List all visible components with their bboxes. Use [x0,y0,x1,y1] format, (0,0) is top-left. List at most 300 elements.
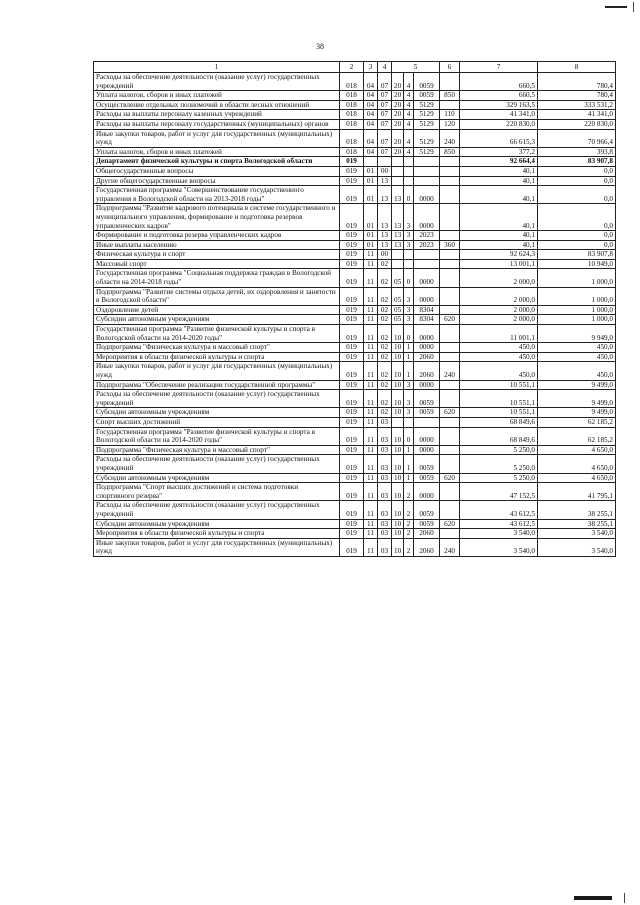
amount-year-2: 333 531,2 [538,100,616,110]
amount-year-1: 40,1 [460,166,538,176]
ministry-code: 019 [340,473,364,483]
amount-year-1: 3 540,0 [460,538,538,556]
program-code: 10 [392,473,404,483]
direction-code: 0059 [414,473,440,483]
row-name: Государственная программа "Развитие физической культуры и спорта в Вологодской области на 2014-2020 годы" [94,325,340,343]
program-code: 13 [392,240,404,250]
section-code: 11 [364,343,378,353]
subprogram-code: 3 [404,240,414,250]
amount-year-2: 9 499,0 [538,408,616,418]
ministry-code: 019 [340,240,364,250]
subprogram-code [404,250,414,260]
row-name: Осуществление отдельных полномочий в области лесных отношений [94,100,340,110]
direction-code [414,166,440,176]
program-code [392,250,404,260]
subprogram-code: 1 [404,343,414,353]
amount-year-2: 0,0 [538,240,616,250]
subprogram-code: 4 [404,129,414,147]
expense-type-code [440,166,460,176]
subsection-code: 00 [378,250,392,260]
program-code: 05 [392,287,404,305]
direction-code: 0000 [414,325,440,343]
header-cell: 7 [460,62,538,73]
ministry-code: 019 [340,287,364,305]
subsection-code: 03 [378,519,392,529]
section-code: 11 [364,325,378,343]
ministry-code: 019 [340,529,364,539]
subprogram-code: 4 [404,100,414,110]
row-name: Подпрограмма "Обеспечение реализации государственной программы" [94,380,340,390]
amount-year-2: 9 499,0 [538,390,616,408]
amount-year-2: 450,0 [538,343,616,353]
ministry-code: 019 [340,501,364,519]
amount-year-2: 220 830,0 [538,119,616,129]
subprogram-code: 4 [404,73,414,91]
row-name: Подпрограмма "Развитие системы отдыха детей, их оздоровления и занятости в Вологодской области" [94,287,340,305]
section-code: 11 [364,417,378,427]
program-code: 10 [392,455,404,473]
table-row [94,519,616,529]
table-row [94,501,616,519]
ministry-code: 019 [340,445,364,455]
header-cell: 2 [340,62,364,73]
subprogram-code: 0 [404,325,414,343]
section-code: 11 [364,259,378,269]
ministry-code: 019 [340,417,364,427]
section-code: 11 [364,362,378,380]
row-name: Государственная программа "Развитие физической культуры и спорта в Вологодской области на 2014-2020 годы" [94,427,340,445]
subsection-code: 07 [378,147,392,157]
subprogram-code: 1 [404,362,414,380]
program-code: 10 [392,352,404,362]
expense-type-code [440,352,460,362]
table-row [94,100,616,110]
subprogram-code: 2 [404,519,414,529]
amount-year-1: 41 341,0 [460,110,538,120]
amount-year-2: 62 185,2 [538,417,616,427]
section-code: 01 [364,231,378,241]
amount-year-2: 9 949,0 [538,325,616,343]
program-code: 10 [392,529,404,539]
subprogram-code: 4 [404,147,414,157]
amount-year-1: 43 612,5 [460,519,538,529]
program-code [392,157,404,167]
direction-code: 0000 [414,287,440,305]
section-code: 11 [364,250,378,260]
ministry-code: 019 [340,176,364,186]
section-code: 01 [364,176,378,186]
row-name: Департамент физической культуры и спорта Вологодской области [94,157,340,167]
table-row [94,240,616,250]
table-row [94,455,616,473]
direction-code [414,417,440,427]
program-code: 10 [392,325,404,343]
ministry-code: 018 [340,129,364,147]
ministry-code: 018 [340,147,364,157]
amount-year-2: 1 000,0 [538,269,616,287]
subsection-code: 02 [378,352,392,362]
section-code: 01 [364,186,378,204]
row-name: Субсидии автономным учреждениям [94,408,340,418]
row-name: Подпрограмма "Физическая культура и массовый спорт" [94,445,340,455]
row-name: Физическая культура и спорт [94,250,340,260]
amount-year-1: 2 000,0 [460,315,538,325]
row-name: Расходы на обеспечение деятельности (оказание услуг) государственных учреждений [94,455,340,473]
amount-year-1: 40,1 [460,231,538,241]
program-code: 05 [392,269,404,287]
ministry-code: 019 [340,250,364,260]
amount-year-1: 2 000,0 [460,269,538,287]
amount-year-1: 660,5 [460,73,538,91]
amount-year-1: 450,0 [460,343,538,353]
direction-code: 0059 [414,408,440,418]
table-row [94,380,616,390]
row-name: Уплата налогов, сборов и иных платежей [94,91,340,101]
subsection-code: 07 [378,100,392,110]
direction-code: 0000 [414,204,440,231]
direction-code: 0059 [414,390,440,408]
amount-year-1: 660,5 [460,91,538,101]
amount-year-1: 10 551,1 [460,380,538,390]
section-code: 04 [364,119,378,129]
table-row [94,129,616,147]
amount-year-2: 780,4 [538,91,616,101]
amount-year-2: 0,0 [538,176,616,186]
subsection-code: 02 [378,390,392,408]
row-name: Расходы на обеспечение деятельности (оказание услуг) государственных учреждений [94,390,340,408]
amount-year-1: 377,2 [460,147,538,157]
table-row [94,166,616,176]
subprogram-code: 2 [404,483,414,501]
amount-year-2: 0,0 [538,166,616,176]
row-name: Иные закупки товаров, работ и услуг для государственных (муниципальных) нужд [94,129,340,147]
row-name: Субсидии автономным учреждениям [94,315,340,325]
amount-year-2: 450,0 [538,362,616,380]
expense-type-code [440,445,460,455]
section-code [364,157,378,167]
row-name: Расходы на выплаты персоналу казенных учреждений [94,110,340,120]
subprogram-code: 3 [404,315,414,325]
direction-code: 0000 [414,269,440,287]
row-name: Расходы на обеспечение деятельности (оказание услуг) государственных учреждений [94,501,340,519]
subsection-code: 02 [378,305,392,315]
table-row [94,157,616,167]
amount-year-2: 0,0 [538,186,616,204]
amount-year-1: 11 001,1 [460,325,538,343]
ministry-code: 018 [340,91,364,101]
program-code: 20 [392,129,404,147]
direction-code: 2060 [414,362,440,380]
subprogram-code: 1 [404,445,414,455]
program-code: 05 [392,305,404,315]
expense-type-code [440,100,460,110]
program-code: 05 [392,315,404,325]
direction-code: 5129 [414,100,440,110]
subsection-code: 07 [378,119,392,129]
amount-year-1: 92 664,4 [460,157,538,167]
subprogram-code: 4 [404,110,414,120]
table-row [94,119,616,129]
amount-year-2: 41 341,0 [538,110,616,120]
amount-year-1: 40,1 [460,204,538,231]
amount-year-1: 68 849,6 [460,427,538,445]
program-code: 13 [392,186,404,204]
expense-type-code [440,231,460,241]
table-row [94,483,616,501]
section-code: 11 [364,501,378,519]
row-name: Общегосударственные вопросы [94,166,340,176]
expense-type-code [440,186,460,204]
direction-code [414,250,440,260]
header-cell: 6 [440,62,460,73]
expense-type-code: 240 [440,538,460,556]
table-row [94,362,616,380]
expense-type-code [440,259,460,269]
row-name: Подпрограмма "Физическая культура и массовый спорт" [94,343,340,353]
direction-code: 0059 [414,73,440,91]
expense-type-code [440,73,460,91]
subsection-code: 02 [378,343,392,353]
row-name: Уплата налогов, сборов и иных платежей [94,147,340,157]
table-row [94,250,616,260]
ministry-code: 018 [340,100,364,110]
amount-year-2: 38 255,1 [538,519,616,529]
program-code: 10 [392,538,404,556]
amount-year-2: 4 650,0 [538,455,616,473]
direction-code: 5129 [414,147,440,157]
program-code: 13 [392,231,404,241]
scan-mark-top [605,2,637,12]
amount-year-2: 3 540,0 [538,529,616,539]
section-code: 11 [364,380,378,390]
row-name: Расходы на обеспечение деятельности (оказание услуг) государственных учреждений [94,73,340,91]
amount-year-2: 70 966,4 [538,129,616,147]
section-code: 04 [364,110,378,120]
amount-year-1: 43 612,5 [460,501,538,519]
header-cell: 4 [378,62,392,73]
program-code: 10 [392,390,404,408]
section-code: 11 [364,287,378,305]
section-code: 11 [364,529,378,539]
section-code: 01 [364,204,378,231]
ministry-code: 019 [340,157,364,167]
subsection-code: 13 [378,176,392,186]
program-code: 20 [392,119,404,129]
direction-code: 0000 [414,427,440,445]
amount-year-2: 62 185,2 [538,427,616,445]
section-code: 11 [364,519,378,529]
table-row [94,538,616,556]
section-code: 11 [364,445,378,455]
row-name: Государственная программа "Социальная поддержка граждан в Вологодской области на 2014-2018 годы" [94,269,340,287]
table-header-row [94,62,616,73]
direction-code: 0059 [414,501,440,519]
direction-code: 0000 [414,445,440,455]
subsection-code: 03 [378,483,392,501]
subsection-code: 13 [378,204,392,231]
subprogram-code: 3 [404,204,414,231]
expense-type-code [440,483,460,501]
subprogram-code [404,259,414,269]
section-code: 11 [364,455,378,473]
subprogram-code [404,176,414,186]
amount-year-2: 1 000,0 [538,315,616,325]
expense-type-code [440,287,460,305]
expense-type-code [440,343,460,353]
section-code: 11 [364,390,378,408]
subsection-code: 13 [378,186,392,204]
table-row [94,417,616,427]
ministry-code: 019 [340,362,364,380]
amount-year-1: 5 250,0 [460,473,538,483]
expense-type-code: 620 [440,408,460,418]
amount-year-2: 4 650,0 [538,445,616,455]
expense-type-code [440,455,460,473]
row-name: Формирование и подготовка резерва управленческих кадров [94,231,340,241]
program-code: 20 [392,73,404,91]
program-code: 10 [392,427,404,445]
amount-year-1: 40,1 [460,240,538,250]
section-code: 11 [364,305,378,315]
expense-type-code [440,325,460,343]
subprogram-code: 3 [404,380,414,390]
table-row [94,529,616,539]
ministry-code: 018 [340,119,364,129]
subprogram-code: 3 [404,287,414,305]
expense-type-code: 850 [440,91,460,101]
amount-year-1: 2 000,0 [460,305,538,315]
amount-year-1: 40,1 [460,176,538,186]
ministry-code: 019 [340,305,364,315]
program-code: 10 [392,519,404,529]
table-row [94,204,616,231]
expense-type-code [440,204,460,231]
direction-code: 5129 [414,129,440,147]
amount-year-2: 3 540,0 [538,538,616,556]
amount-year-1: 10 551,1 [460,390,538,408]
section-code: 04 [364,91,378,101]
expense-type-code [440,390,460,408]
section-code: 11 [364,427,378,445]
header-cell: 1 [94,62,340,73]
amount-year-2: 38 255,1 [538,501,616,519]
row-name: Другие общегосударственные вопросы [94,176,340,186]
table-row [94,390,616,408]
expense-type-code [440,380,460,390]
subsection-code: 02 [378,380,392,390]
table-row [94,315,616,325]
program-code: 10 [392,445,404,455]
section-code: 04 [364,100,378,110]
subprogram-code: 3 [404,231,414,241]
table-row [94,408,616,418]
expense-type-code: 120 [440,119,460,129]
subprogram-code [404,166,414,176]
expense-type-code [440,157,460,167]
section-code: 04 [364,129,378,147]
subsection-code: 02 [378,259,392,269]
ministry-code: 019 [340,455,364,473]
program-code: 10 [392,362,404,380]
ministry-code: 019 [340,186,364,204]
expense-type-code: 240 [440,129,460,147]
section-code: 11 [364,408,378,418]
subsection-code: 03 [378,455,392,473]
expense-type-code: 850 [440,147,460,157]
subprogram-code: 0 [404,269,414,287]
ministry-code: 019 [340,390,364,408]
subsection-code: 02 [378,315,392,325]
direction-code: 8304 [414,315,440,325]
subsection-code: 13 [378,231,392,241]
direction-code: 2023 [414,240,440,250]
amount-year-1: 220 830,0 [460,119,538,129]
table-row [94,343,616,353]
program-code: 10 [392,408,404,418]
subprogram-code: 2 [404,538,414,556]
subsection-code: 03 [378,417,392,427]
ministry-code: 019 [340,325,364,343]
direction-code [414,259,440,269]
amount-year-2: 780,4 [538,73,616,91]
program-code: 20 [392,100,404,110]
direction-code: 8304 [414,305,440,315]
subprogram-code: 3 [404,408,414,418]
expense-type-code [440,176,460,186]
subsection-code: 03 [378,538,392,556]
direction-code [414,176,440,186]
direction-code: 2060 [414,538,440,556]
row-name: Подпрограмма "Развитие кадрового потенциала в системе государственного и муниципального управления, формирование и подготовка резервов управленческих кадров" [94,204,340,231]
table-row [94,473,616,483]
table-row [94,91,616,101]
subsection-code: 07 [378,110,392,120]
amount-year-1: 450,0 [460,362,538,380]
amount-year-1: 5 250,0 [460,445,538,455]
header-cell: 5 [392,62,440,73]
amount-year-2: 450,0 [538,352,616,362]
ministry-code: 019 [340,519,364,529]
section-code: 11 [364,315,378,325]
ministry-code: 019 [340,483,364,501]
direction-code: 5129 [414,119,440,129]
program-code: 10 [392,483,404,501]
amount-year-2: 393,8 [538,147,616,157]
ministry-code: 019 [340,166,364,176]
amount-year-2: 0,0 [538,204,616,231]
header-cell: 8 [538,62,616,73]
ministry-code: 019 [340,259,364,269]
amount-year-2: 0,0 [538,231,616,241]
ministry-code: 019 [340,352,364,362]
section-code: 11 [364,483,378,501]
direction-code: 0000 [414,186,440,204]
expense-type-code [440,269,460,287]
program-code: 20 [392,110,404,120]
amount-year-2: 83 907,8 [538,250,616,260]
table-row [94,110,616,120]
amount-year-1: 13 001,1 [460,259,538,269]
ministry-code: 019 [340,231,364,241]
ministry-code: 018 [340,110,364,120]
program-code: 13 [392,204,404,231]
amount-year-2: 10 949,0 [538,259,616,269]
amount-year-2: 83 907,8 [538,157,616,167]
expense-type-code [440,501,460,519]
subprogram-code: 0 [404,186,414,204]
expense-type-code: 620 [440,473,460,483]
subprogram-code: 4 [404,119,414,129]
